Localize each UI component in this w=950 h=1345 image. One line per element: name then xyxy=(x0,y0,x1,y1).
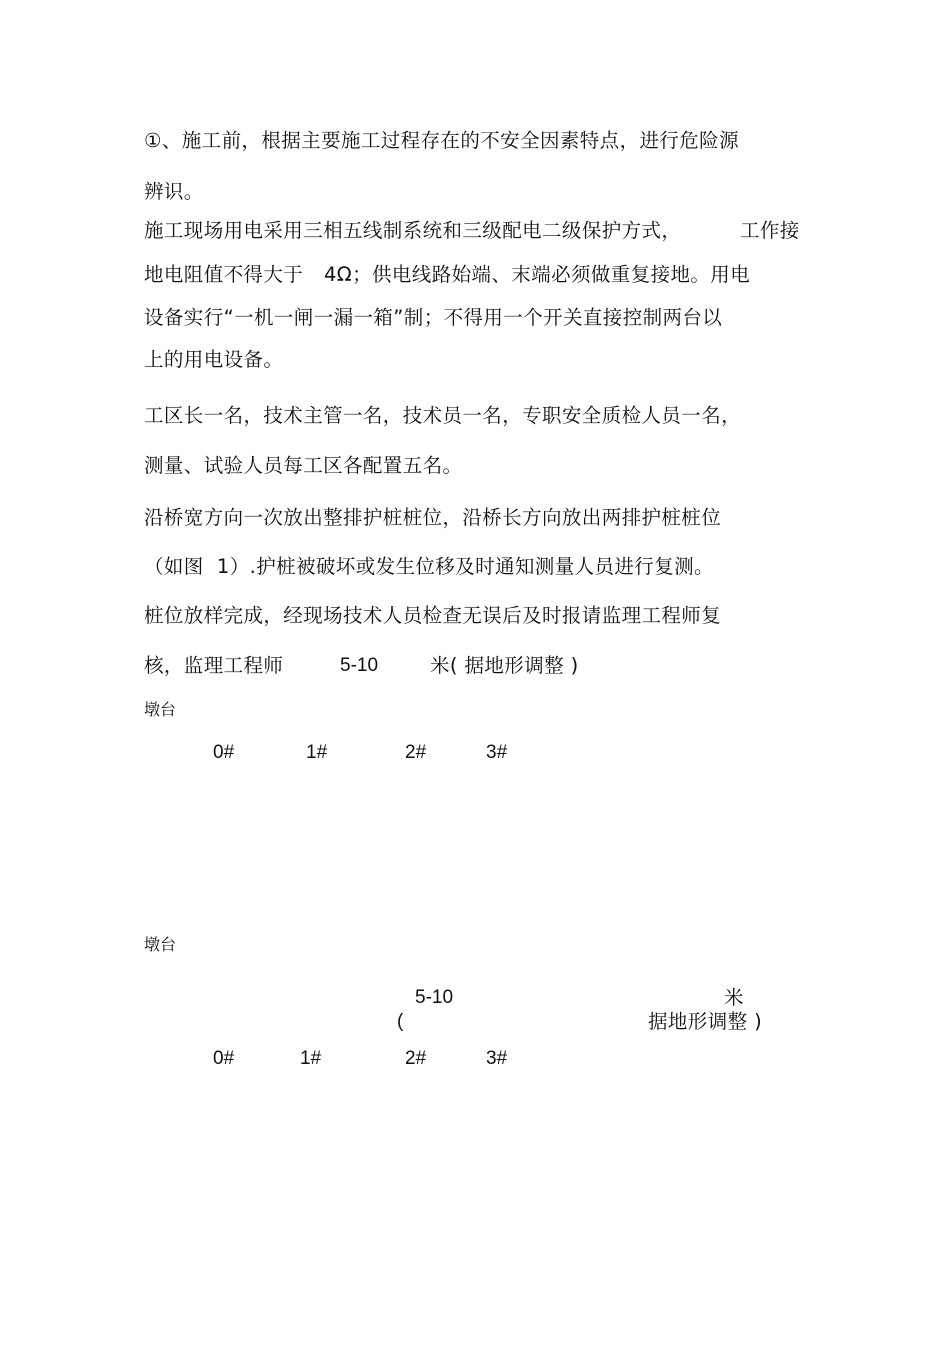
figure2-pier-2: 2# xyxy=(405,1048,427,1069)
figure2-paren-open: ( xyxy=(397,1011,404,1032)
para2-line1b: 工作接 xyxy=(740,219,800,242)
para5-line1: 桩位放样完成，经现场技术人员检查无误后及时报请监理工程师复 xyxy=(144,604,722,627)
para3-line2: 测量、试验人员每工区各配置五名。 xyxy=(144,454,463,477)
figure1-pier-0: 0# xyxy=(213,742,235,763)
figure1-pier-2: 2# xyxy=(405,742,427,763)
figure2-distance: 5-10 xyxy=(415,987,454,1008)
para5-line2c: 米( 据地形调整 ) xyxy=(430,654,579,677)
para2-line2b: 4Ω；供电线路始端、末端必须做重复接地。用电 xyxy=(324,263,751,286)
para2-line4: 上的用电设备。 xyxy=(144,348,284,371)
figure2-note: 据地形调整 ) xyxy=(648,1010,763,1033)
figure2-pier-3: 3# xyxy=(486,1048,508,1069)
para4-line1: 沿桥宽方向一次放出整排护桩桩位，沿桥长方向放出两排护桩桩位 xyxy=(144,506,722,529)
para1-line2: 辨识。 xyxy=(144,180,204,203)
figure1-pier-3: 3# xyxy=(486,742,508,763)
para5-line2a: 核，监理工程师 xyxy=(144,654,284,677)
figure2-pier-label: 墩台 xyxy=(144,935,177,954)
figure1-pier-label: 墩台 xyxy=(144,700,177,719)
para3-line1: 工区长一名，技术主管一名，技术员一名，专职安全质检人员一名， xyxy=(144,404,742,427)
figure2-pier-0: 0# xyxy=(213,1048,235,1069)
figure2-unit: 米 xyxy=(724,986,744,1009)
figure1-pier-1: 1# xyxy=(306,742,328,763)
para1-line1: ①、施工前，根据主要施工过程存在的不安全因素特点，进行危险源 xyxy=(144,129,739,152)
para2-line2a: 地电阻值不得大于 xyxy=(144,263,304,286)
para2-line1a: 施工现场用电采用三相五线制系统和三级配电二级保护方式， xyxy=(144,219,682,242)
para4-line2: （如图 1）.护桩被破坏或发生位移及时通知测量人员进行复测。 xyxy=(144,555,714,578)
para2-line3: 设备实行“一机一闸一漏一箱”制；不得用一个开关直接控制两台以 xyxy=(144,306,723,329)
figure2-pier-1: 1# xyxy=(300,1048,322,1069)
para5-distance: 5-10 xyxy=(340,655,379,676)
